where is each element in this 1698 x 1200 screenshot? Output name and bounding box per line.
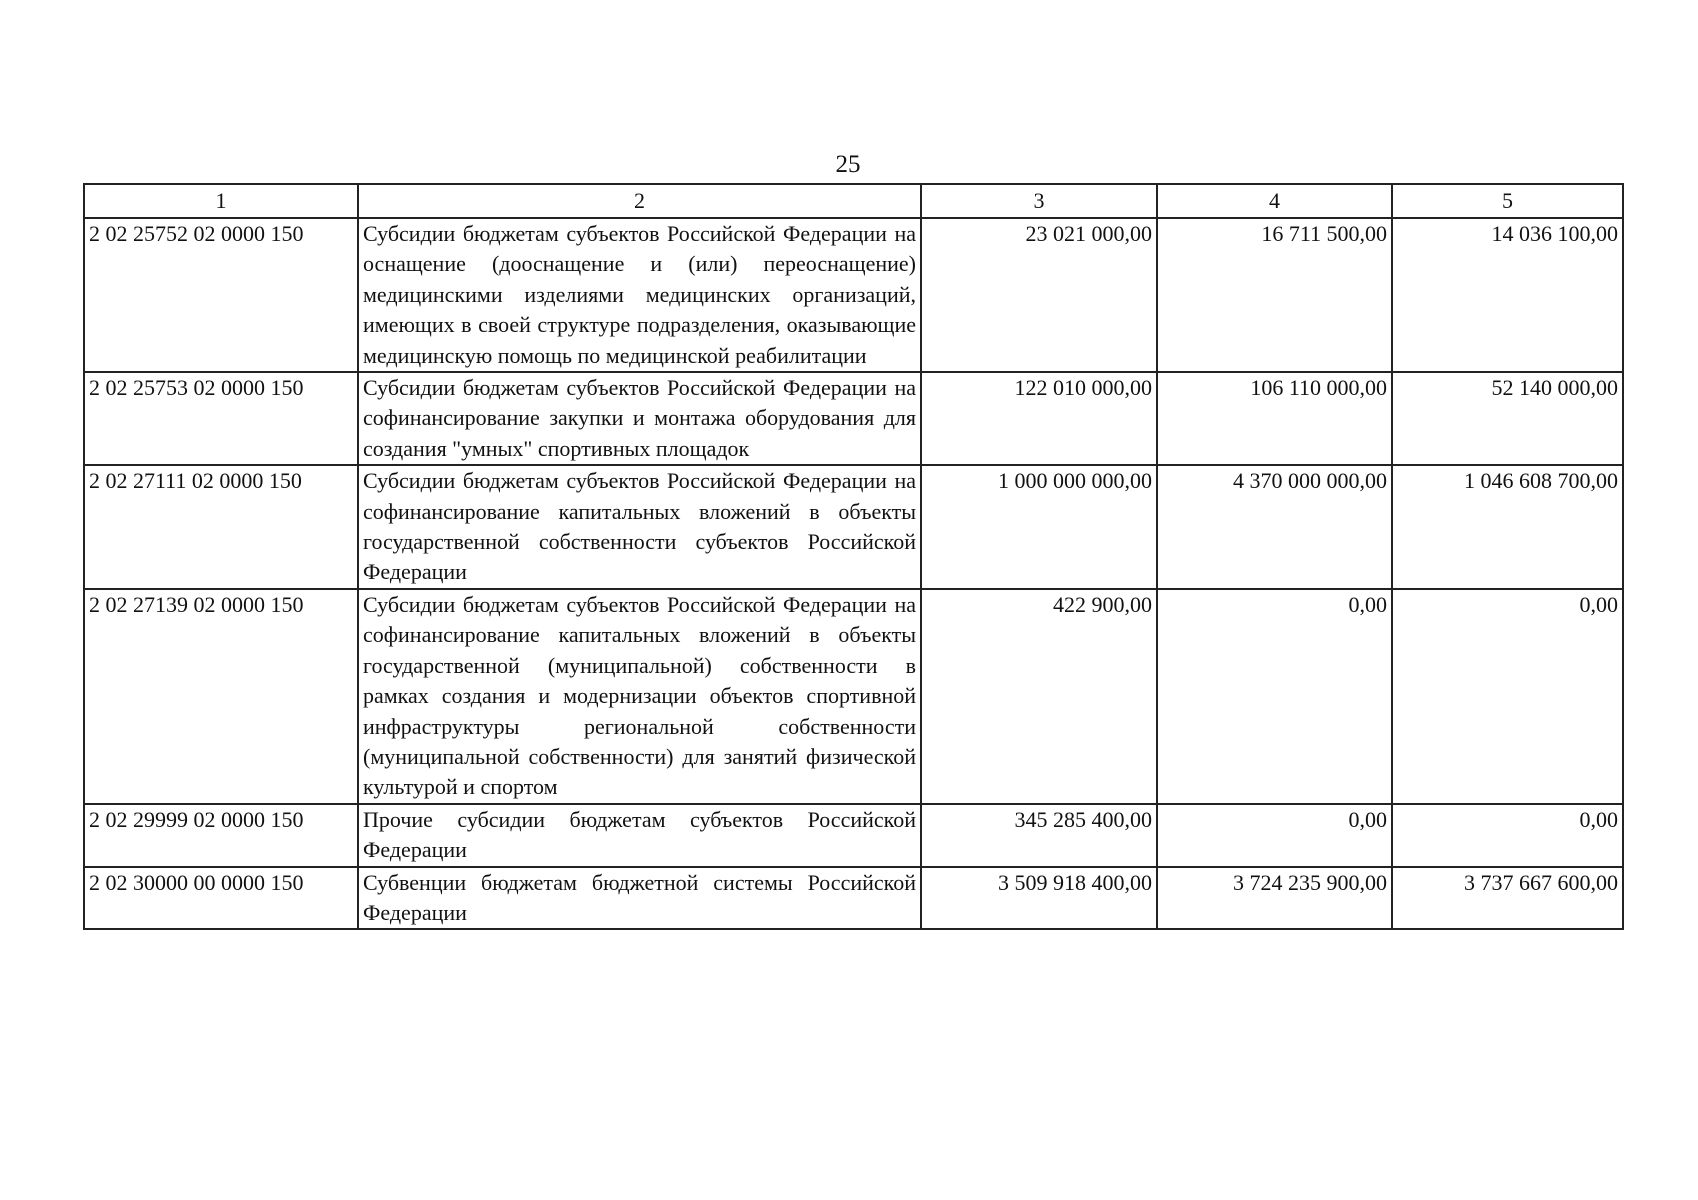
table-row	[84, 218, 1623, 372]
header-col-5: 5	[1392, 184, 1623, 218]
row-value-col3: 1 000 000 000,00	[921, 465, 1157, 589]
row-value-col5: 0,00	[1392, 589, 1623, 804]
row-value-col4: 3 724 235 900,00	[1157, 867, 1392, 930]
row-description: Субсидии бюджетам субъектов Российской Федерации на софинансирование капитальных вложений в объекты государственной (муниципальной) собственности в рамках создания и модернизации объектов спортивной инфраструктуры региональной собственности (муниципальной собственности) для занятий физической культурой и спортом	[358, 589, 921, 804]
table-row	[84, 804, 1623, 867]
row-value-col5: 52 140 000,00	[1392, 372, 1623, 465]
row-value-col4: 0,00	[1157, 804, 1392, 867]
row-code: 2 02 30000 00 0000 150	[84, 867, 358, 930]
row-value-col5: 1 046 608 700,00	[1392, 465, 1623, 589]
row-value-col3: 122 010 000,00	[921, 372, 1157, 465]
row-value-col3: 3 509 918 400,00	[921, 867, 1157, 930]
header-row	[84, 184, 1623, 218]
row-code: 2 02 27111 02 0000 150	[84, 465, 358, 589]
header-col-2: 2	[358, 184, 921, 218]
row-description: Субсидии бюджетам субъектов Российской Федерации на софинансирование капитальных вложений в объекты государственной собственности субъектов Российской Федерации	[358, 465, 921, 589]
row-code: 2 02 25752 02 0000 150	[84, 218, 358, 372]
header-col-4: 4	[1157, 184, 1392, 218]
row-description: Субвенции бюджетам бюджетной системы Российской Федерации	[358, 867, 921, 930]
row-value-col4: 16 711 500,00	[1157, 218, 1392, 372]
row-value-col5: 0,00	[1392, 804, 1623, 867]
row-code: 2 02 29999 02 0000 150	[84, 804, 358, 867]
row-value-col5: 3 737 667 600,00	[1392, 867, 1623, 930]
page-number: 25	[835, 151, 861, 178]
row-value-col5: 14 036 100,00	[1392, 218, 1623, 372]
table-row	[84, 465, 1623, 589]
table-row	[84, 589, 1623, 804]
row-value-col4: 106 110 000,00	[1157, 372, 1392, 465]
header-col-1: 1	[84, 184, 358, 218]
header-col-3: 3	[921, 184, 1157, 218]
table-row	[84, 372, 1623, 465]
row-value-col3: 23 021 000,00	[921, 218, 1157, 372]
row-description: Субсидии бюджетам субъектов Российской Федерации на оснащение (дооснащение и (или) переоснащение) медицинскими изделиями медицинских организаций, имеющих в своей структуре подразделения, оказывающие медицинскую помощь по медицинской реабилитации	[358, 218, 921, 372]
row-value-col3: 345 285 400,00	[921, 804, 1157, 867]
row-value-col3: 422 900,00	[921, 589, 1157, 804]
row-value-col4: 4 370 000 000,00	[1157, 465, 1392, 589]
row-description: Субсидии бюджетам субъектов Российской Федерации на софинансирование закупки и монтажа оборудования для создания "умных" спортивных площадок	[358, 372, 921, 465]
table-row	[84, 867, 1623, 930]
budget-table	[83, 183, 1624, 930]
row-code: 2 02 25753 02 0000 150	[84, 372, 358, 465]
row-value-col4: 0,00	[1157, 589, 1392, 804]
row-description: Прочие субсидии бюджетам субъектов Российской Федерации	[358, 804, 921, 867]
row-code: 2 02 27139 02 0000 150	[84, 589, 358, 804]
